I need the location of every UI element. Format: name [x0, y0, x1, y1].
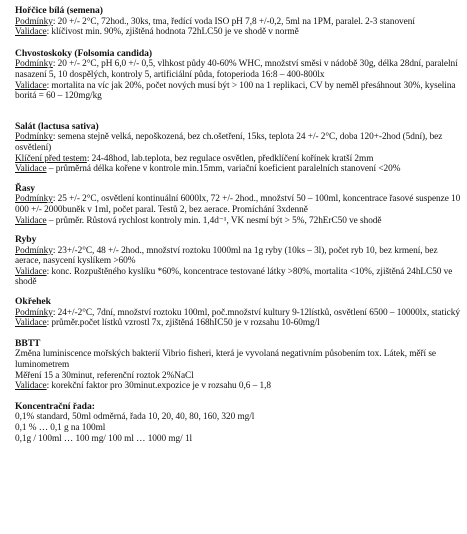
- conditions-text: : 20 +/- 2°C, pH 6,0 +/- 0,5, vlhkost půdy 40-60% WHC, množství směsi v nádobě 30g, délka 28dní, paralelní nasazení 5, 10 dospělých, kontroly 5, artificiální půda, fotoperioda 16:8 – 400-800lx: [15, 59, 458, 80]
- description-line: [15, 349, 461, 370]
- conditions-label: Podmínky: [15, 307, 53, 318]
- validation-line: [15, 164, 461, 175]
- section-title: Salát (lactusa sativa): [15, 120, 99, 132]
- conditions-line: [15, 59, 461, 80]
- measurement-text: Měření 15 a 30minut, referenční roztok 2%NaCl: [15, 370, 194, 381]
- validation-label: Validace: [15, 266, 47, 277]
- germination-line: [15, 154, 461, 165]
- germination-label: Klíčení před testem: [15, 153, 87, 164]
- validation-line: [15, 216, 461, 227]
- conditions-text: : semena stejně velká, nepoškozená, bez ch.ošetření, 15ks, teplota 24 +/- 2°C, doba 120+-2hod (5dní), bez osvětlení): [15, 132, 443, 153]
- section-okrehek: [15, 297, 461, 329]
- validation-label: Validace: [15, 381, 47, 392]
- conditions-text: : 25 +/- 2°C, osvětlení kontinuální 6000lx, 72 +/- 2hod., množství 50 – 100ml, koncentrace řasové suspenze 10 000 +/- 2000buněk v 1ml, počet paral. Testů 2, bez aerace. Promíchání 3xdenně: [15, 194, 461, 215]
- section-title: Ryby: [15, 234, 37, 246]
- validation-text: : konc. Rozpuštěného kyslíku *60%, koncentrace testované látky >80%, mortalita <10%, zjištěná 24hLC50 ve shodě: [15, 266, 453, 288]
- section-horcice: [15, 6, 461, 38]
- germination-text: : 24-48hod, lab.teplota, bez regulace osvětlen, předklíčení kořínek kratší 2mm: [86, 153, 374, 164]
- validation-label: Validace: [15, 164, 47, 175]
- measurement-line: [15, 371, 461, 382]
- section-chvostoskoky: [15, 49, 461, 102]
- section-ryby: [15, 235, 461, 288]
- conditions-label: Podmínky: [15, 59, 53, 70]
- validation-line: [15, 318, 461, 329]
- section-title: Koncentrační řada:: [15, 400, 95, 412]
- conditions-line: [15, 246, 461, 267]
- conditions-text: : 24+/-2°C, 7dní, množství roztoku 100ml, poč.množství kultury 9-12lístků, osvětlení 6500 – 10000lx, statický: [52, 307, 460, 318]
- validation-label: Validace: [15, 318, 47, 329]
- document-page: [15, 6, 461, 444]
- section-title: Řasy: [15, 182, 36, 194]
- series-text: 0,1% standard, 50ml odměrná, řada 10, 20, 40, 80, 160, 320 mg/l: [15, 412, 255, 423]
- validation-text: : průměr.počet lístků vzrostl 7x, zjištěná 168hIC50 je v rozsahu 10-60mg/l: [46, 318, 320, 329]
- series-line: [15, 412, 461, 423]
- validation-line: [15, 27, 461, 38]
- description-text: Změna luminiscence mořských bakterií Vibrio fisheri, která je vyvolaná negativním působením tox. Látek, měří se luminometrem: [15, 349, 437, 371]
- section-title: Okřehek: [15, 296, 51, 308]
- validation-label: Validace: [15, 215, 47, 226]
- validation-text: : klíčivost min. 90%, zjištěná hodnota 72hLC50 je ve shodě v normě: [46, 27, 299, 38]
- validation-text: : mortalita na víc jak 20%, počet nových musí být > 100 na 1 replikaci, CV by neměl přesáhnout 30%, kyselina boritá = 60 – 120mg/kg: [15, 80, 456, 102]
- conditions-text: : 23+/-2°C, 48 +/- 2hod., množství roztoku 1000ml na 1g ryby (10ks – 3l), počet ryb 10, bez krmení, bez aerace, nasycení kyslíkem >60%: [15, 245, 438, 267]
- validation-label: Validace: [15, 80, 47, 91]
- validation-line: [15, 81, 461, 102]
- section-salat: [15, 122, 461, 175]
- series-text: 0,1 % … 0,1 g na 100ml: [15, 423, 106, 433]
- conditions-label: Podmínky: [15, 245, 53, 256]
- conditions-line: [15, 308, 461, 319]
- section-rasy: [15, 184, 461, 226]
- conditions-line: [15, 17, 461, 28]
- conditions-text: : 20 +/- 2°C, 72hod., 30ks, tma, ředící voda ISO pH 7,8 +/-0,2, 5ml na 1PM, paralel. 2-3 stanovení: [52, 16, 415, 27]
- validation-text: : korekční faktor pro 30minut.expozice je v rozsahu 0,6 – 1,8: [46, 381, 272, 392]
- series-line: [15, 434, 461, 445]
- section-title: Chvostoskoky (Folsomia candida): [15, 47, 153, 59]
- validation-text: – průměr. Růstová rychlost kontroly min. 1,4d⁻¹, VK nesmí být > 5%, 72hErC50 ve shodě: [46, 215, 382, 226]
- conditions-label: Podmínky: [15, 132, 53, 143]
- conditions-label: Podmínky: [15, 194, 53, 205]
- series-line: [15, 423, 461, 434]
- section-title: BBTT: [15, 337, 41, 349]
- validation-line: [15, 381, 461, 392]
- validation-label: Validace: [15, 27, 47, 38]
- section-title: Hořčice bílá (semena): [15, 5, 103, 16]
- section-bbtt: [15, 339, 461, 392]
- conditions-line: [15, 132, 461, 153]
- section-koncentracni-rada: [15, 402, 461, 444]
- conditions-label: Podmínky: [15, 16, 53, 27]
- validation-text: – průměrná délka kořene v kontrole min.15mm, variační koeficient paralelních stanovení <20%: [46, 164, 401, 175]
- series-text: 0,1g / 100ml … 100 mg/ 100 ml … 1000 mg/ 1l: [15, 433, 193, 444]
- conditions-line: [15, 194, 461, 215]
- validation-line: [15, 267, 461, 288]
